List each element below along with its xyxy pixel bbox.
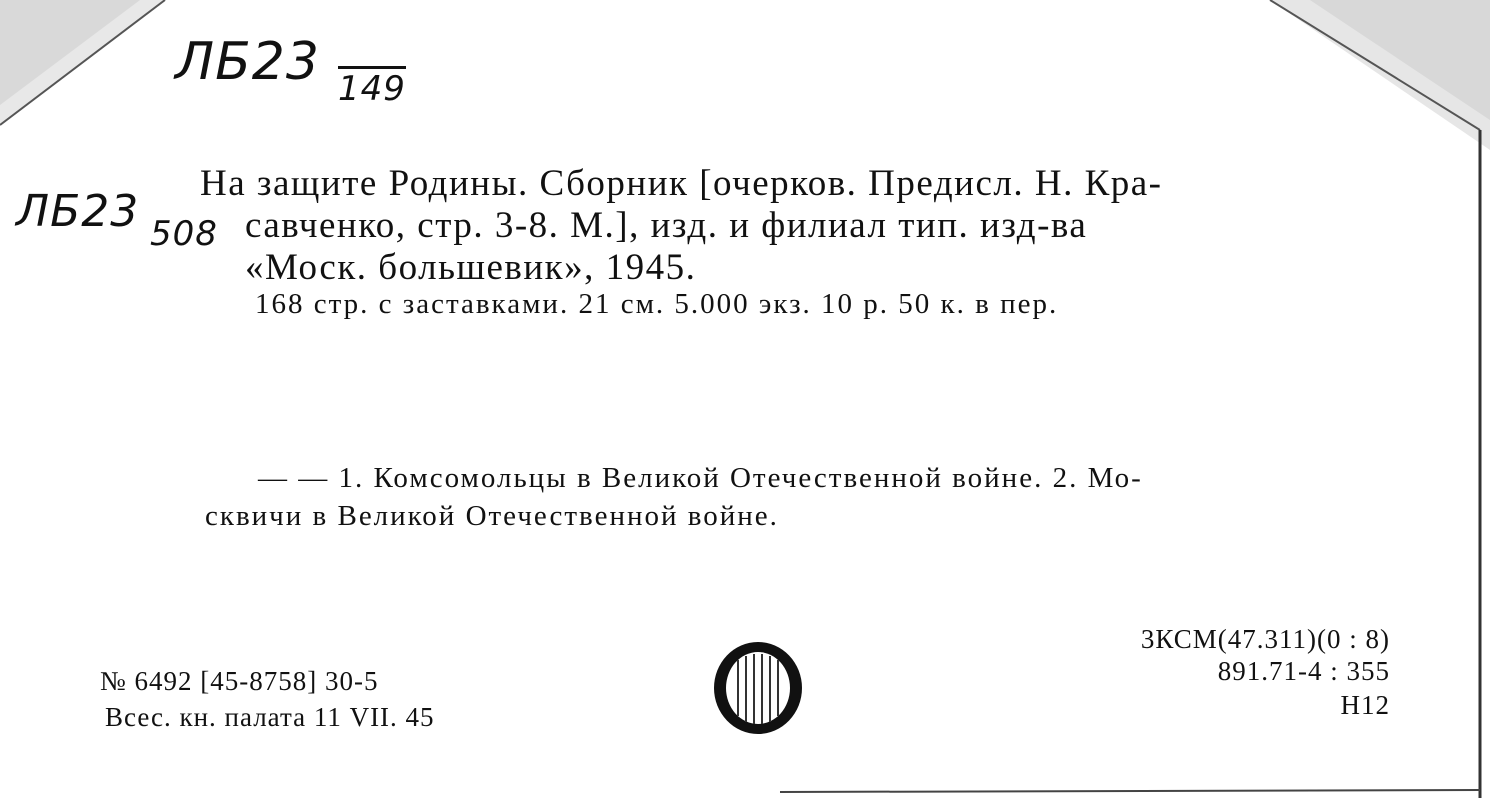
entry-title-line-2: савченко, стр. 3-8. М.], изд. и филиал тип. изд-ва xyxy=(245,205,1088,246)
subject-headings-line-1: — — 1. Комсомольцы в Великой Отечественной войне. 2. Мо- xyxy=(258,462,1143,494)
classification-udc: 891.71-4 : 355 xyxy=(1217,656,1390,686)
entry-title-line-3: «Моск. большевик», 1945. xyxy=(245,247,697,288)
classification-code: 3КСМ(47.311)(0 : 8) xyxy=(1140,624,1390,654)
entry-collation: 168 стр. с заставками. 21 см. 5.000 экз. 10 р. 50 к. в пер. xyxy=(255,288,1059,320)
punch-hole xyxy=(710,638,806,738)
handwritten-call-number-top-sub: 149 xyxy=(338,66,406,109)
handwritten-call-number-left-sub: 508 xyxy=(150,214,218,254)
author-mark: Н12 xyxy=(1340,690,1390,720)
handwritten-call-number-left: ЛБ23 xyxy=(16,186,140,237)
handwritten-call-number-top: ЛБ23 xyxy=(175,32,320,92)
subject-headings-line-2: сквичи в Великой Отечественной войне. xyxy=(205,500,779,532)
footer-chamber-date: Всес. кн. палата 11 VII. 45 xyxy=(105,702,435,732)
footer-registration-number: № 6492 [45-8758] 30-5 xyxy=(100,666,379,696)
entry-title-line-1: На защите Родины. Сборник [очерков. Предисл. Н. Кра- xyxy=(200,163,1163,204)
